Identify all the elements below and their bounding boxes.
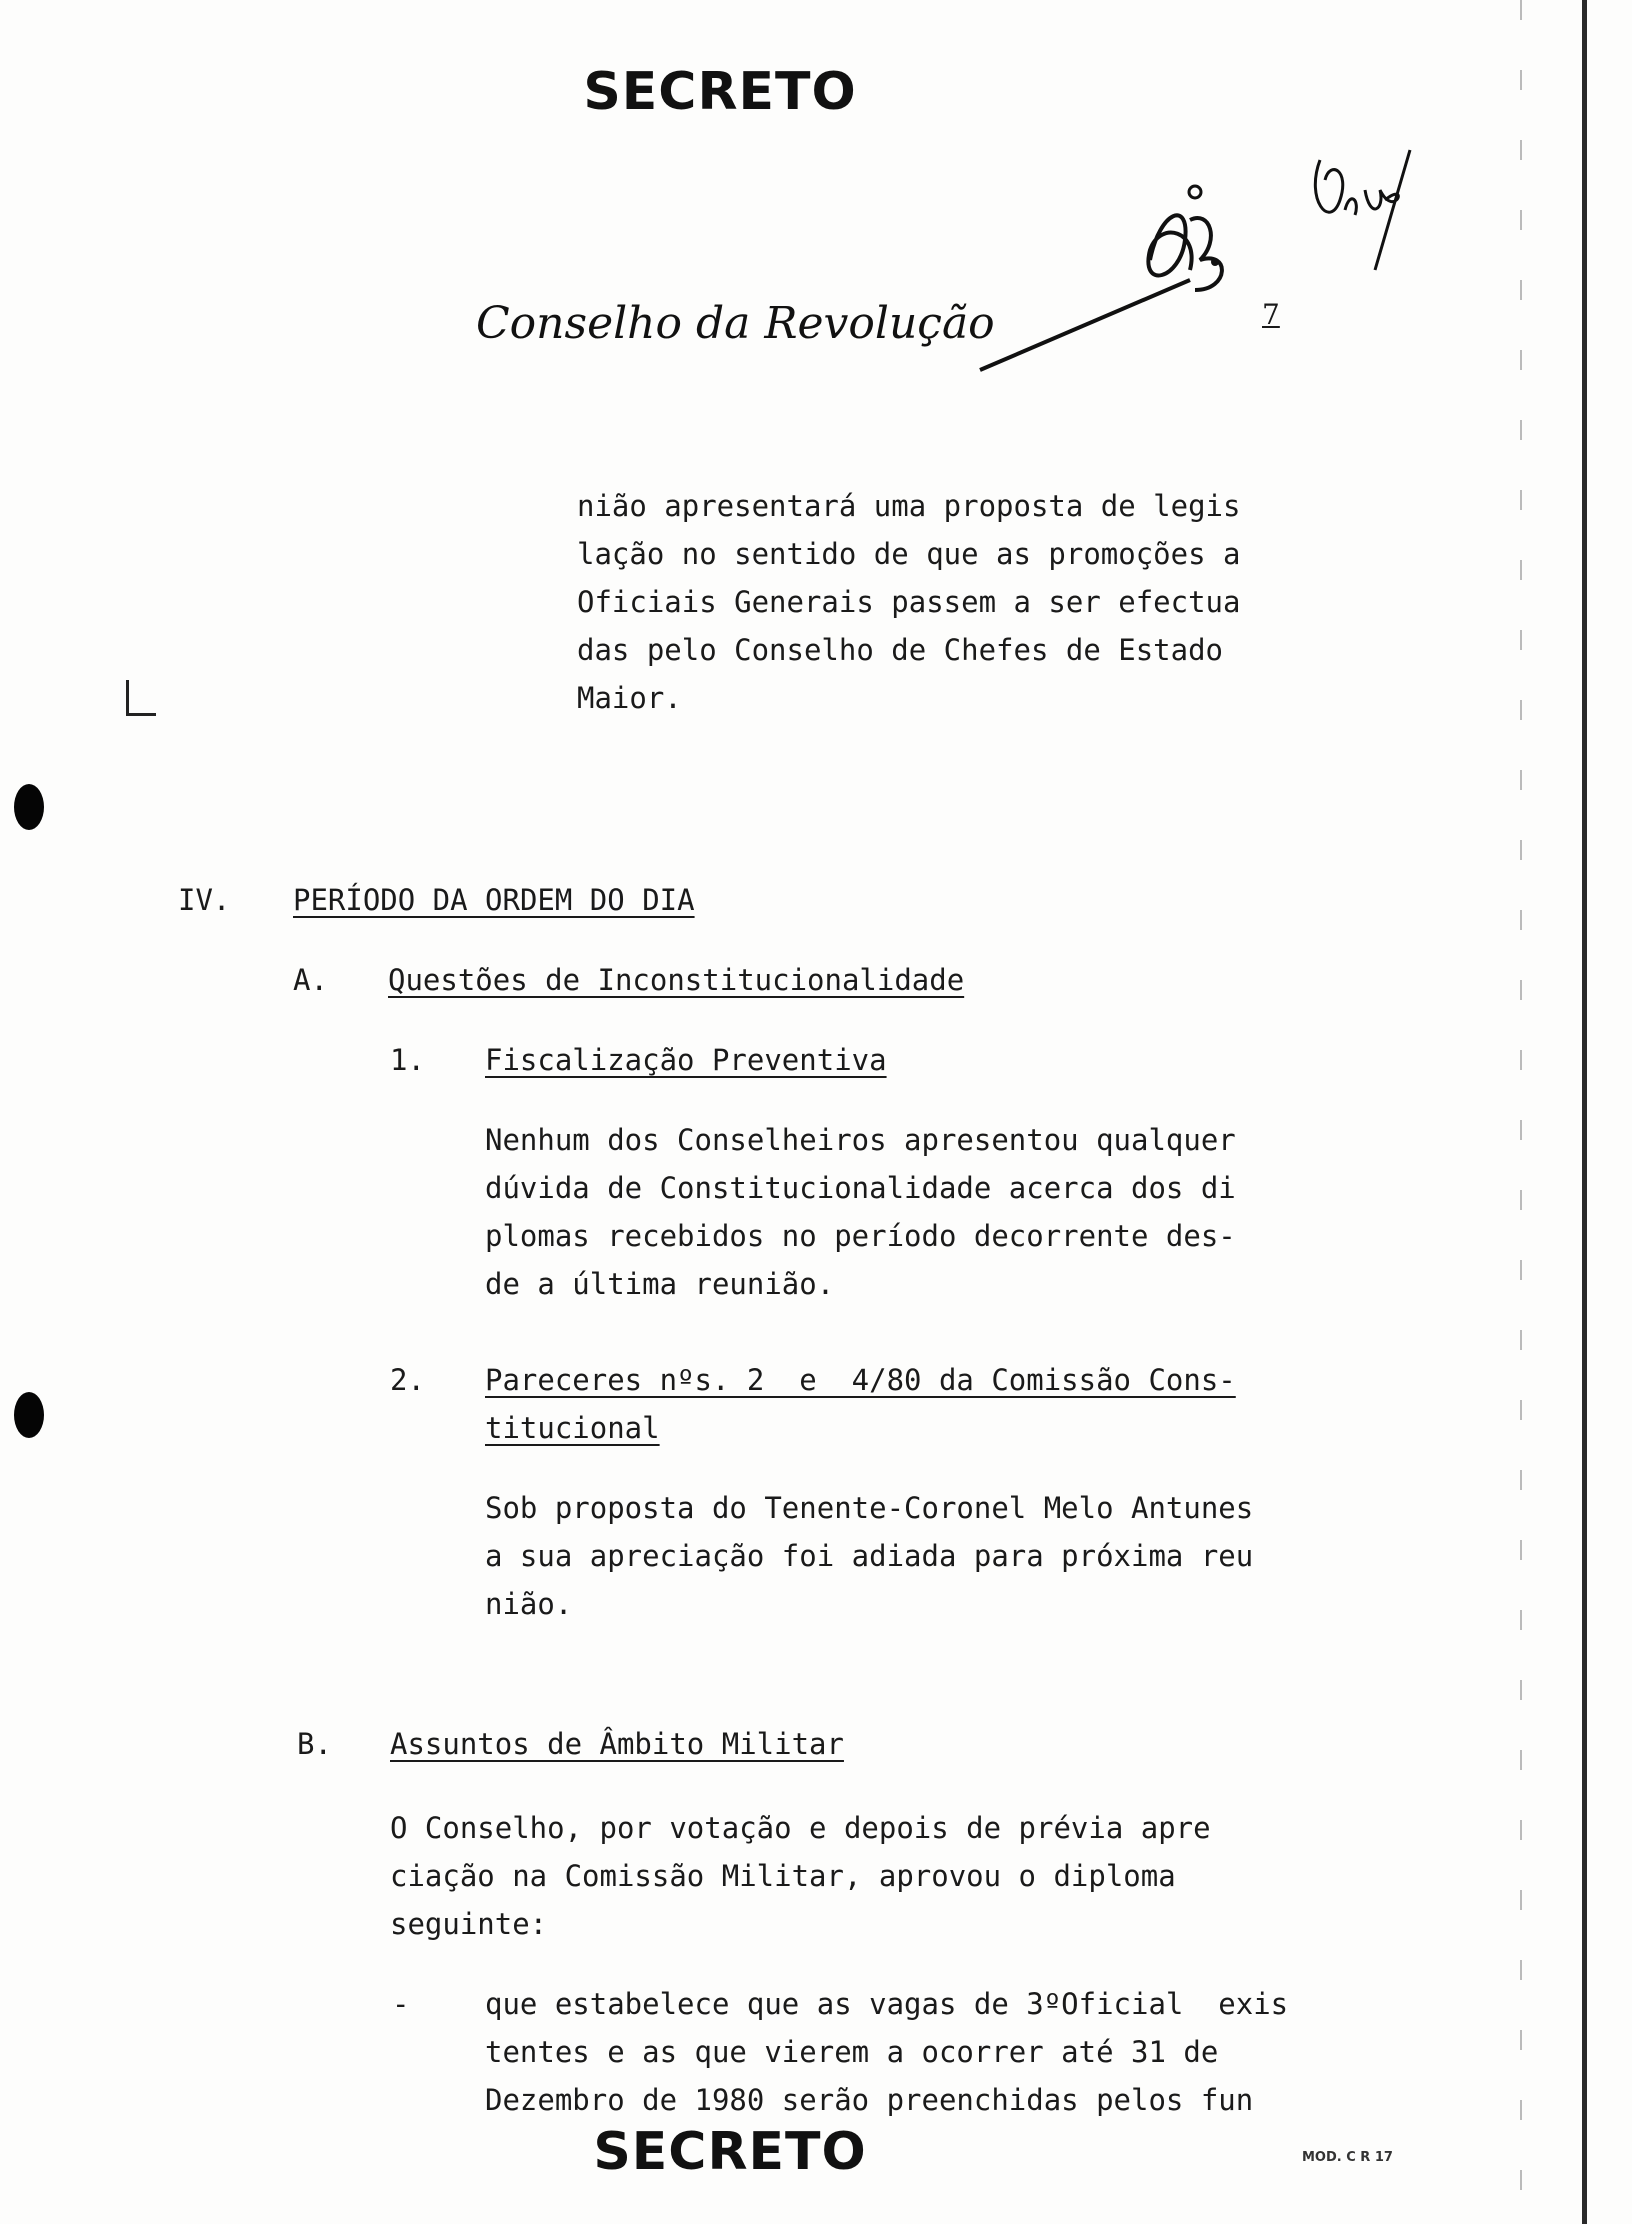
bullet-line: tentes e as que vierem a ocorrer até 31 de — [485, 2035, 1219, 2069]
item-number: 2. — [390, 1363, 425, 1397]
section-number: IV. — [178, 883, 231, 917]
subsection-title: Questões de Inconstitucionalidade — [388, 963, 965, 997]
punch-hole-mark — [14, 1392, 44, 1438]
punch-hole-mark — [14, 784, 44, 830]
letterhead: Conselho da Revolução — [476, 298, 995, 349]
section-b-line: ciação na Comissão Militar, aprovou o diploma — [390, 1859, 1176, 1893]
intro-line: Oficiais Generais passem a ser efectua — [577, 585, 1241, 619]
item-line: plomas recebidos no período decorrente des- — [485, 1219, 1236, 1253]
item-line: a sua apreciação foi adiada para próxima reu — [485, 1539, 1254, 1573]
section-b-line: O Conselho, por votação e depois de prévia apre — [390, 1811, 1211, 1845]
item-title: Pareceres nºs. 2 e 4/80 da Comissão Cons- — [485, 1363, 1236, 1397]
margin-mark — [126, 680, 129, 716]
section-b-line: seguinte: — [390, 1907, 548, 1941]
intro-line: nião apresentará uma proposta de legis — [577, 489, 1241, 523]
bullet-line: Dezembro de 1980 serão preenchidas pelos fun — [485, 2083, 1254, 2117]
classification-bottom: SECRETO — [593, 2122, 867, 2182]
form-code: MOD. C R 17 — [1302, 2150, 1393, 2165]
intro-line: das pelo Conselho de Chefes de Estado — [577, 633, 1224, 667]
intro-line: lação no sentido de que as promoções a — [577, 537, 1241, 571]
page-number: 7 — [1262, 298, 1280, 331]
intro-line: Maior. — [577, 681, 682, 715]
subsection-letter: B. — [297, 1727, 332, 1761]
item-line: nião. — [485, 1587, 573, 1621]
item-line: Sob proposta do Tenente-Coronel Melo Antunes — [485, 1491, 1254, 1525]
subsection-letter: A. — [293, 963, 328, 997]
item-title: titucional — [485, 1411, 660, 1445]
bullet-dash: - — [392, 1987, 410, 2021]
item-title: Fiscalização Preventiva — [485, 1043, 887, 1077]
item-line: de a última reunião. — [485, 1267, 835, 1301]
margin-mark — [126, 713, 156, 716]
item-line: dúvida de Constitucionalidade acerca dos di — [485, 1171, 1236, 1205]
item-number: 1. — [390, 1043, 425, 1077]
item-line: Nenhum dos Conselheiros apresentou qualquer — [485, 1123, 1236, 1157]
bullet-line: que estabelece que as vagas de 3ºOficial exis — [485, 1987, 1289, 2021]
page-edge-line — [1582, 0, 1587, 2224]
classification-top: SECRETO — [583, 62, 857, 122]
subsection-title: Assuntos de Âmbito Militar — [390, 1727, 844, 1761]
section-title: PERÍODO DA ORDEM DO DIA — [293, 883, 695, 917]
scan-artifact-line — [1520, 0, 1522, 2224]
handwritten-signature — [1300, 140, 1430, 280]
